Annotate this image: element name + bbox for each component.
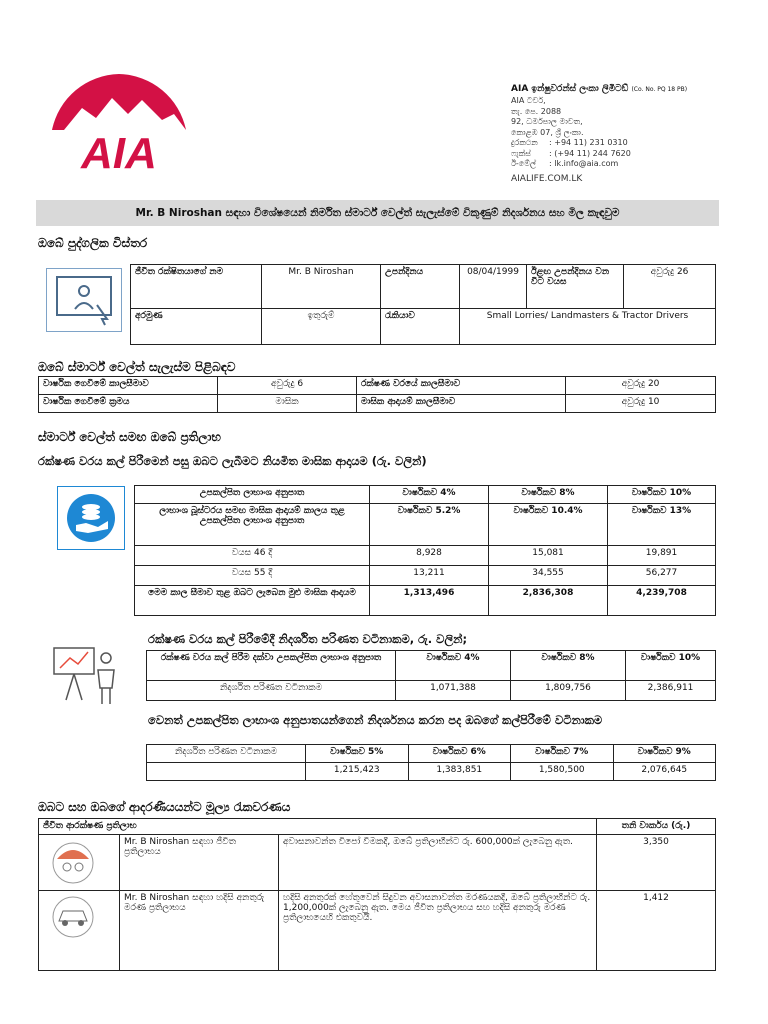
- monthly-income-heading: රක්ෂණ වරය කල් පිරීමෙන් පසු ඔබට ලැබීමට නියමිත මාසික ආදායම (රු. වලින්): [38, 454, 427, 468]
- total-income-10: 4,239,708: [608, 586, 716, 616]
- age: අවුරුදු 26: [624, 265, 716, 309]
- life-benefit-premium: 3,350: [597, 835, 716, 891]
- other-rates-heading: වෙනත් උපකල්පිත ලාභාංශ අනුපාතයන්ගෙන් නිදර්ශනය කරන පද ඔබගේ කල්පිරීමේ වටිනාකම: [148, 713, 603, 727]
- protection-table: [38, 818, 716, 971]
- maturity-4: 1,071,388: [396, 681, 511, 701]
- presentation-icon: [50, 644, 122, 708]
- accident-benefit-premium: 1,412: [597, 891, 716, 971]
- t1-header-4: වාර්ෂිකව 4%: [370, 486, 489, 504]
- insured-name-label: ජීවිත රක්ෂිතයාගේ නම: [131, 265, 262, 309]
- maturity-label: නිදර්ශිත පරිණත වටිනාකම: [147, 681, 396, 701]
- phone: : +94 11) 231 0310: [549, 138, 628, 147]
- t2-header-4: වාර්ෂිකව 4%: [396, 651, 511, 681]
- life-benefit-desc: අවාසනාවන්ත විපෝ වීමකදී, ඔබේ ප්‍රතිලාභීන්ට රු. 600,000ක් ලැබෙනු ඇත.: [279, 835, 597, 891]
- age46-label: වයස 46 දී: [135, 546, 370, 566]
- family-umbrella-icon: [43, 878, 103, 888]
- email: : lk.info@aia.com: [549, 159, 619, 168]
- age46-8: 15,081: [489, 546, 608, 566]
- addr-line-3: 92, ධර්මපාල මාවත,: [511, 117, 583, 126]
- computer-user-icon: [46, 268, 122, 332]
- accident-benefit-label: Mr. B Niroshan සඳහා හදිසි අනතුරු මරණ ප්‍රතිලාභය: [120, 891, 279, 971]
- age46-10: 19,891: [608, 546, 716, 566]
- other-9: 2,076,645: [613, 763, 716, 781]
- t1-header-8: වාර්ෂිකව 8%: [489, 486, 608, 504]
- phone-label: දුරකථන: [511, 138, 538, 147]
- reg-no: (Co. No. PQ 18 PB): [631, 86, 688, 93]
- t3-header-label: නිදර්ශිත පරිණත වටිනාකම: [147, 745, 306, 763]
- protection-header-premium: තනි වාර්කය (රු.): [597, 819, 716, 835]
- age55-4: 13,211: [370, 566, 489, 586]
- email-label: ඊ-මේල්: [511, 159, 537, 168]
- addr-line-2: තැ. පෙ. 2088: [511, 106, 562, 116]
- booster-5-2: වාර්ෂිකව 5.2%: [370, 504, 489, 546]
- maturity-8: 1,809,756: [511, 681, 626, 701]
- policy-term-label: රක්ෂණ වරයේ කාලසීමාව: [357, 377, 566, 395]
- policy-term: අවුරුදු 20: [566, 377, 716, 395]
- other-7: 1,580,500: [511, 763, 614, 781]
- maturity-10: 2,386,911: [626, 681, 716, 701]
- other-6: 1,383,851: [408, 763, 511, 781]
- plan-heading: ඔබේ ස්මාර්ට් වෙල්ත් සැලැස්ම පිළිබඳව: [38, 360, 236, 374]
- booster-label: ලාභාංශ බූස්ටරය සමඟ මාසික ආදායම් කාලය තුළ උපකල්පිත ලාභාංශ අනුපාත: [135, 504, 370, 546]
- t3-header-7: වාර්ෂිකව 7%: [511, 745, 614, 763]
- t3-header-9: වාර්ෂිකව 9%: [613, 745, 716, 763]
- t3-empty: [147, 763, 306, 781]
- purpose-label: අරමුණ: [131, 309, 262, 345]
- total-income-label: මෙම කාල සීමාව තුළ ඔබට ලැබෙන මුළු මාසික ආදායම: [135, 586, 370, 616]
- fax: : (+94 11) 244 7620: [549, 148, 631, 158]
- age55-label: වයස 55 දී: [135, 566, 370, 586]
- t2-header-10: වාර්ෂිකව 10%: [626, 651, 716, 681]
- total-income-8: 2,836,308: [489, 586, 608, 616]
- protection-heading: ඔබට සහ ඔබගේ ආදරණීයයන්ට මූල්‍ය රැකවරණය: [38, 800, 291, 814]
- booster-13: වාර්ෂිකව 13%: [608, 504, 716, 546]
- payment-mode-label: වාර්ෂික ගෙවීමේ ක්‍රමය: [39, 395, 218, 413]
- t2-header-rate: රක්ෂණ වරය කල් පිරීම දක්වා උපකල්පිත ලාභාංශ අනුපාත: [147, 651, 396, 681]
- t2-header-8: වාර්ෂිකව 8%: [511, 651, 626, 681]
- t1-header-10: වාර්ෂිකව 10%: [608, 486, 716, 504]
- payment-term-label: වාර්ෂික ගෙවීමේ කාලසීමාව: [39, 377, 218, 395]
- other-5: 1,215,423: [306, 763, 409, 781]
- addr-line-1: AIA ටවර්,: [511, 96, 546, 105]
- age46-4: 8,928: [370, 546, 489, 566]
- maturity-heading: රක්ෂණ වරය කල් පිරීමේදී නිදර්ශිත පරිණත වටිනාකම, රු. වලින්;: [148, 632, 468, 646]
- t3-header-6: වාර්ෂිකව 6%: [408, 745, 511, 763]
- age-label: ඊළඟ උපන්දිනය වන විට වයස: [527, 265, 624, 309]
- insured-name: Mr. B Niroshan: [262, 265, 381, 309]
- aia-logo: [44, 70, 194, 175]
- car-accident-icon: [43, 934, 103, 944]
- t1-header-rate: උපකල්පිත ලාභාංශ අනුපාත: [135, 486, 370, 504]
- protection-header-benefits: ජීවිත ආරක්ෂණ ප්‍රතිලාභ: [39, 819, 597, 835]
- t3-header-5: වාර්ෂිකව 5%: [306, 745, 409, 763]
- website: AIALIFE.COM.LK: [511, 173, 583, 184]
- income-term: අවුරුදු 10: [566, 395, 716, 413]
- dob-label: උපන්දිනය: [381, 265, 460, 309]
- maturity-table: [146, 650, 716, 701]
- logo-text: AIA: [81, 129, 157, 175]
- monthly-income-table: [134, 485, 716, 616]
- age55-8: 34,555: [489, 566, 608, 586]
- company-name: AIA ඉන්ෂුවරන්ස් ලංකා ලිමිටඩ්: [511, 84, 629, 94]
- purpose: ඉතුරුම්: [262, 309, 381, 345]
- company-info: [511, 84, 761, 184]
- addr-line-4: කොළඹ 07, ශ්‍රී ලංකා.: [511, 127, 584, 137]
- other-rates-table: [146, 744, 716, 781]
- age55-10: 56,277: [608, 566, 716, 586]
- total-income-4: 1,313,496: [370, 586, 489, 616]
- coins-hand-icon: [57, 486, 125, 550]
- income-term-label: මාසික ආදායම් කාලසීමාව: [357, 395, 566, 413]
- booster-10-4: වාර්ෂිකව 10.4%: [489, 504, 608, 546]
- benefits-heading: ස්මාර්ට් වෙල්ත් සමඟ ඔබේ ප්‍රතිලාභ: [38, 430, 221, 444]
- personal-table: [130, 264, 716, 345]
- occupation-label: රැකියාව: [381, 309, 460, 345]
- payment-term: අවුරුදු 6: [218, 377, 357, 395]
- page-title: Mr. B Niroshan සඳහා විශේෂයෙන් නිර්මිත ස්මාර්ට් වෙල්ත් සැලැස්මේ විකුණුම් නිදර්ශනය සහ මිල කැඳවුම: [36, 200, 719, 226]
- life-benefit-label: Mr. B Niroshan සඳහා ජීවිත ප්‍රතිලාභය: [120, 835, 279, 891]
- occupation: Small Lorries/ Landmasters & Tractor Drivers: [460, 309, 716, 345]
- accident-benefit-desc: හදිසි අනතුරක් හේතුවෙන් සිදුවන අවාසනාවන්ත මරණයකදී, ඔබේ ප්‍රතිලාභීන්ට රු. 1,200,000ක් ලැබෙනු ඇත. මෙය ජීවිත ප්‍රතිලාභය සහ හදිසි අනතුරු මරණ ප්‍රතිලාභයෙහි එකතුවයි.: [279, 891, 597, 971]
- fax-label: ෆැක්ස්: [511, 148, 531, 158]
- plan-table: [38, 376, 716, 413]
- dob: 08/04/1999: [460, 265, 527, 309]
- personal-heading: ඔබේ පුද්ගලික විස්තර: [38, 236, 148, 250]
- payment-mode: මාසික: [218, 395, 357, 413]
